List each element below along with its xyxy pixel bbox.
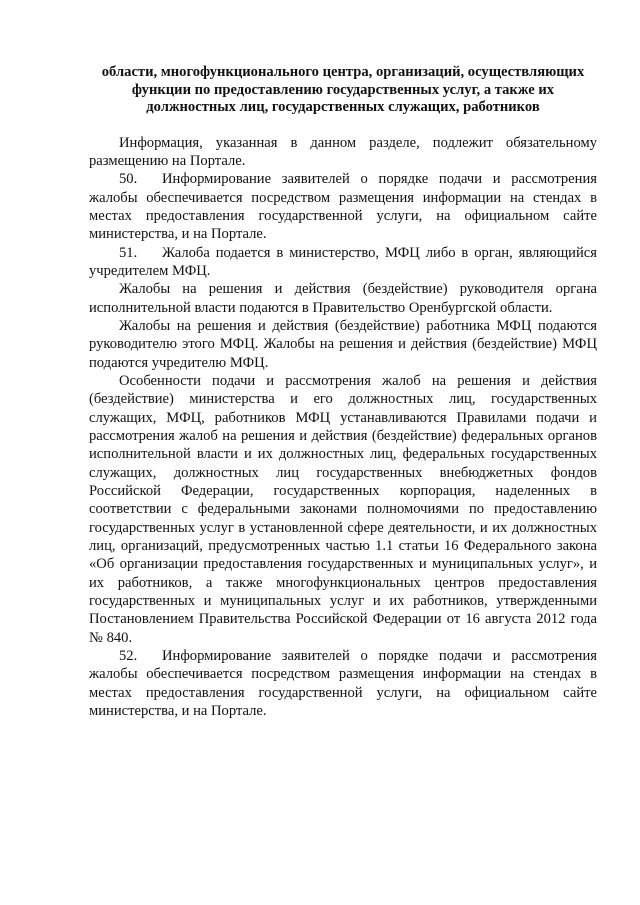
paragraph-number: 52. bbox=[119, 648, 138, 665]
heading-line: функции по предоставлению государственных услуг, а также их bbox=[131, 81, 555, 98]
paragraph-text: Информирование заявителей о порядке подачи и рассмотрения жалобы обеспечивается посредством размещения информации на стендах в местах предоставления государственной услуги, на официальном сайте министерства, и на Портале. bbox=[89, 171, 597, 243]
paragraph bbox=[89, 280, 597, 317]
heading-line: должностных лиц, государственных служащих, работников bbox=[146, 99, 540, 115]
paragraph-text: Особенности подачи и рассмотрения жалоб на решения и действия (бездействие) министерства и его должностных лиц, государственных служащих, МФЦ, работников МФЦ устанавливаются Правилами подачи и рассмотрения жалоб на решения и действия (бездействие) федеральных органов исполнительной власти и их должностных лиц, федеральных государственных служащих, должностных лиц государственных внебюджетных фондов Российской Федерации, государственных корпорация, наделенных в соответствии с федеральными законами полномочиями по предоставлению государственных услуг в установленной сфере деятельности, и их должностных лиц, организаций, предусмотренных частью 1.1 статьи 16 Федерального закона «Об организации предоставления государственных и муниципальных услуг», и их работников, а также многофункциональных центров предоставления государственных и муниципальных услуг и их работников, утвержденными Постановлением Правительства Российской Федерации от 16 августа 2012 года № 840. bbox=[89, 372, 597, 646]
document-page bbox=[89, 64, 597, 721]
paragraph bbox=[89, 372, 597, 647]
document-body bbox=[89, 134, 597, 721]
paragraph-number: 51. bbox=[119, 244, 138, 261]
paragraph-text: Информирование заявителей о порядке подачи и рассмотрения жалобы обеспечивается посредством размещения информации на стендах в местах предоставления государственной услуги, на официальном сайте министерства, и на Портале. bbox=[89, 648, 597, 720]
section-heading bbox=[89, 64, 597, 117]
paragraph bbox=[89, 317, 597, 372]
paragraph-text: Жалобы на решения и действия (бездействие) работника МФЦ подаются руководителю этого МФЦ. Жалобы на решения и действия (бездействие) МФЦ подаются учредителю МФЦ. bbox=[89, 317, 597, 371]
paragraph-text: Жалобы на решения и действия (бездействие) руководителя органа исполнительной власти подаются в Правительство Оренбургской области. bbox=[89, 281, 597, 316]
heading-line: области, многофункционального центра, организаций, осуществляющих bbox=[101, 64, 585, 80]
paragraph bbox=[89, 170, 597, 243]
paragraph-number: 50. bbox=[119, 171, 138, 188]
paragraph bbox=[89, 244, 597, 281]
paragraph bbox=[89, 647, 597, 720]
paragraph bbox=[89, 134, 597, 171]
paragraph-text: Информация, указанная в данном разделе, подлежит обязательному размещению на Портале. bbox=[89, 134, 597, 169]
paragraph-text: Жалоба подается в министерство, МФЦ либо в орган, являющийся учредителем МФЦ. bbox=[89, 244, 597, 279]
